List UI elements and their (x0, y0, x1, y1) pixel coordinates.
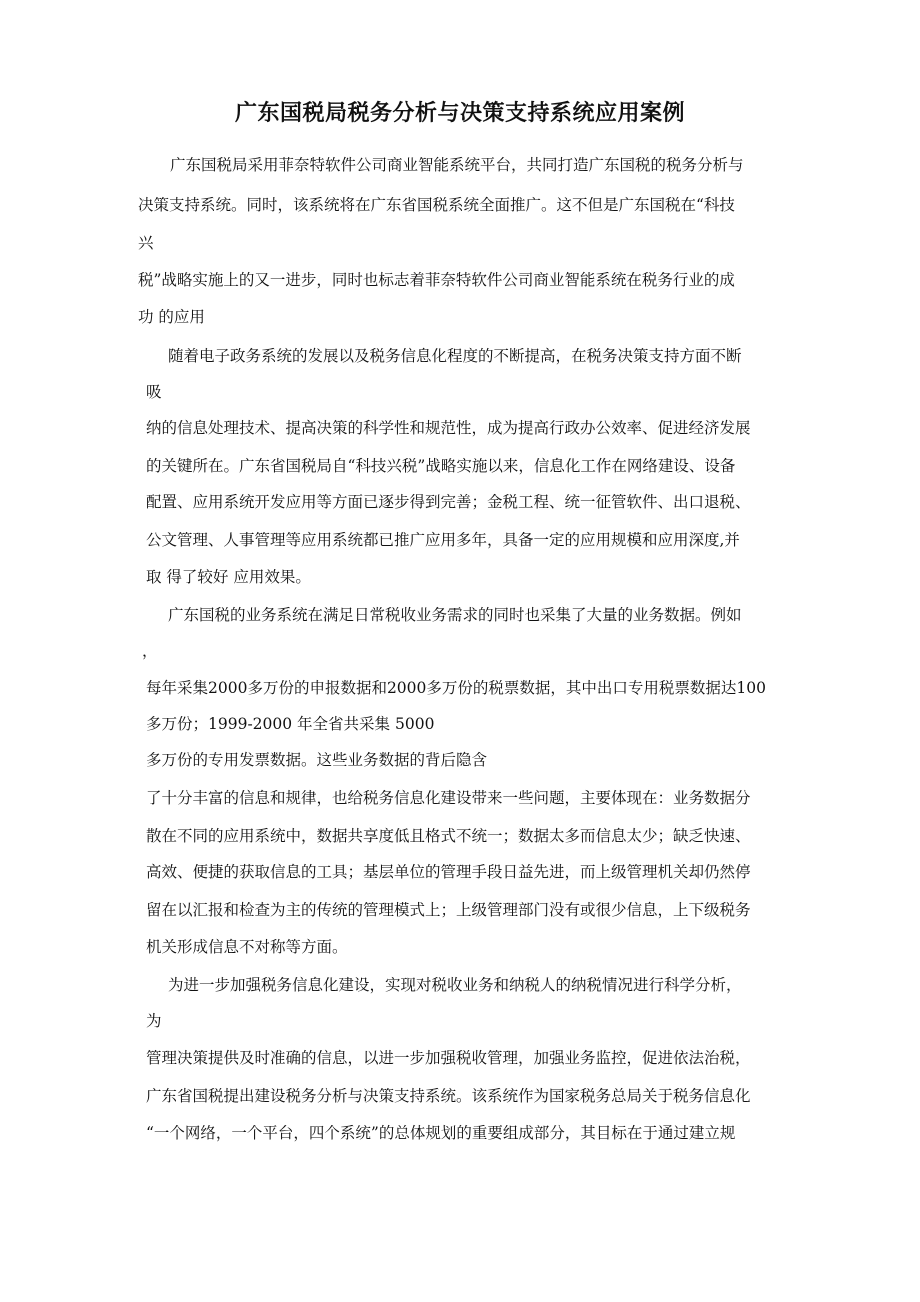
paragraph-3-line-10: 机关形成信息不对称等方面。 (146, 938, 348, 956)
paragraph-1-line-1: 广东国税局采用菲奈特软件公司商业智能系统平台，共同打造广东国税的税务分析与 (170, 156, 744, 174)
paragraph-3-line-2: ， (142, 642, 158, 660)
paragraph-3-line-3: 每年采集2000多万份的申报数据和2000多万份的税票数据，其中出口专用税票数据达100 (146, 679, 766, 697)
paragraph-2-line-7: 取 得了较好 应用效果。 (146, 568, 311, 586)
paragraph-2-line-1: 随着电子政务系统的发展以及税务信息化程度的不断提高，在税务决策支持方面不断 (168, 347, 742, 365)
paragraph-1-line-3: 兴 (138, 234, 154, 252)
paragraph-2-line-3: 纳的信息处理技术、提高决策的科学性和规范性，成为提高行政办公效率、促进经济发展 (146, 419, 751, 437)
paragraph-2-line-2: 吸 (146, 383, 162, 401)
paragraph-3-line-6: 了十分丰富的信息和规律，也给税务信息化建设带来一些问题，主要体现在：业务数据分 (146, 789, 751, 807)
paragraph-3-line-4: 多万份；1999-2000 年全省共采集 5000 (146, 715, 435, 733)
paragraph-3-line-7: 散在不同的应用系统中，数据共享度低且格式不统一；数据太多而信息太少；缺乏快速、 (146, 827, 751, 845)
paragraph-4-line-3: 管理决策提供及时准确的信息，以进一步加强税收管理，加强业务监控，促进依法治税， (146, 1049, 751, 1067)
paragraph-4-line-4: 广东省国税提出建设税务分析与决策支持系统。该系统作为国家税务总局关于税务信息化 (146, 1087, 751, 1105)
paragraph-3-line-1: 广东国税的业务系统在满足日常税收业务需求的同时也采集了大量的业务数据。例如 (168, 606, 742, 624)
paragraph-1-line-2: 决策支持系统。同时，该系统将在广东省国税系统全面推广。这不但是广东国税在“科技 (138, 196, 735, 214)
paragraph-3-line-8: 高效、便捷的获取信息的工具；基层单位的管理手段日益先进，而上级管理机关却仍然停 (146, 863, 751, 881)
paragraph-4-line-1: 为进一步加强税务信息化建设，实现对税收业务和纳税人的纳税情况进行科学分析， (168, 976, 742, 994)
document-title: 广东国税局税务分析与决策支持系统应用案例 (234, 100, 685, 126)
paragraph-2-line-6: 公文管理、人事管理等应用系统都已推广应用多年，具备一定的应用规模和应用深度,并 (146, 531, 740, 549)
paragraph-2-line-5: 配置、应用系统开发应用等方面已逐步得到完善；金税工程、统一征管软件、出口退税、 (146, 493, 751, 511)
paragraph-2-line-4: 的关键所在。广东省国税局自“科技兴税”战略实施以来，信息化工作在网络建设、设备 (146, 457, 736, 475)
paragraph-4-line-5: “一个网络，一个平台，四个系统”的总体规划的重要组成部分，其目标在于通过建立规 (146, 1124, 736, 1142)
paragraph-1-line-4: 税”战略实施上的又一进步，同时也标志着菲奈特软件公司商业智能系统在税务行业的成 (138, 271, 735, 289)
paragraph-3-line-9: 留在以汇报和检查为主的传统的管理模式上；上级管理部门没有或很少信息，上下级税务 (146, 901, 751, 919)
paragraph-4-line-2: 为 (146, 1012, 162, 1030)
paragraph-1-line-5: 功 的应用 (138, 308, 205, 326)
paragraph-3-line-5: 多万份的专用发票数据。这些业务数据的背后隐含 (146, 751, 488, 769)
